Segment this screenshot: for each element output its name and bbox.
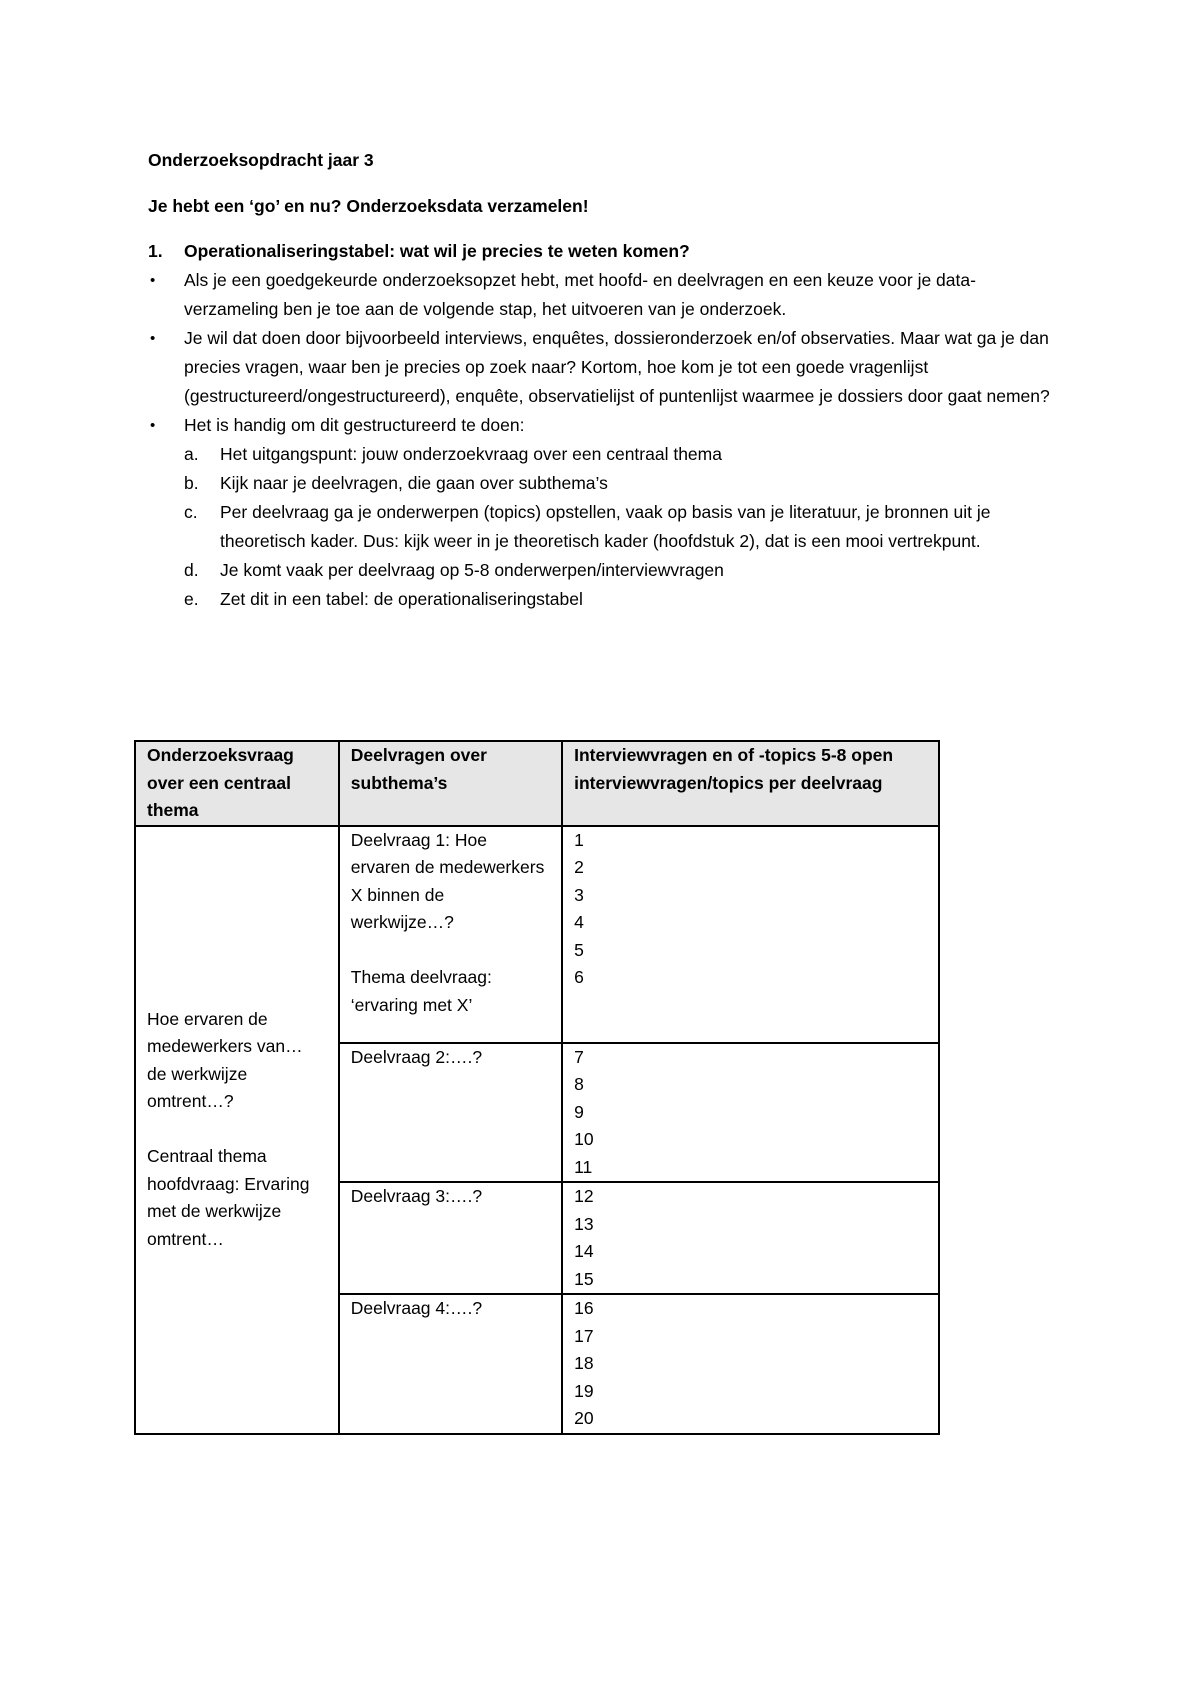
- step-item: [148, 585, 1058, 614]
- step-text: Per deelvraag ga je onderwerpen (topics) opstellen, vaak op basis van je literatuur, je bronnen uit je theoretisch kader. Dus: kijk weer in je theoretisch kader (hoofdstuk 2), dat is een mooi vertrekpunt.: [220, 502, 991, 551]
- step-marker: e.: [184, 589, 199, 609]
- table-header-row: [135, 741, 939, 826]
- section-content: [148, 237, 1058, 614]
- interview-number: 13: [574, 1213, 594, 1234]
- header-subquestions: Deelvragen over subthema’s: [339, 741, 562, 826]
- interview-numbers-cell: [562, 1294, 939, 1434]
- step-marker: d.: [184, 560, 199, 580]
- interview-numbers-cell: [562, 1182, 939, 1294]
- subquestion-text: Deelvraag 3:….?: [350, 1186, 483, 1206]
- step-marker: c.: [184, 502, 198, 522]
- header-interview-questions: Interviewvragen en of -topics 5-8 open interviewvragen/topics per deelvraag: [562, 741, 939, 826]
- step-text: Het uitgangspunt: jouw onderzoekvraag over een centraal thema: [220, 444, 722, 464]
- interview-number: 7: [574, 1046, 584, 1067]
- step-text: Je komt vaak per deelvraag op 5-8 onderwerpen/interviewvragen: [220, 560, 724, 580]
- interview-number: 19: [574, 1380, 594, 1401]
- interview-numbers-cell: [562, 826, 939, 1043]
- central-theme-text: Centraal thema hoofdvraag: Ervaring met de werkwijze omtrent…: [147, 1146, 310, 1249]
- step-item: [148, 498, 1058, 556]
- bullet-marker: •: [150, 330, 156, 347]
- bullet-marker: •: [150, 272, 156, 289]
- bullet-text: Je wil dat doen door bijvoorbeeld interviews, enquêtes, dossieronderzoek en/of observaties. Maar wat ga je dan precies vragen, waar ben je precies op zoek naar? Kortom, hoe kom je tot een goede vragenlijst (gestructureerd/ongestructureerd), enquête, observatielijst of puntenlijst waarmee je dossiers door gaat nemen?: [184, 328, 1050, 406]
- interview-number: 1: [574, 829, 584, 850]
- interview-number: 6: [574, 967, 584, 987]
- bullet-text: Als je een goedgekeurde onderzoeksopzet hebt, met hoofd- en deelvragen en een keuze voor je data-verzameling ben je toe aan de volgende stap, het uitvoeren van je onderzoek.: [184, 270, 976, 319]
- interview-number: 14: [574, 1241, 594, 1261]
- bullet-item: [148, 411, 1058, 440]
- header-main-question: Onderzoeksvraag over een centraal thema: [135, 741, 339, 826]
- interview-number: 12: [574, 1186, 594, 1206]
- step-marker: b.: [184, 473, 199, 493]
- subquestion-cell: [339, 1294, 562, 1434]
- section-heading: [148, 237, 1058, 266]
- bullet-item: [148, 324, 1058, 411]
- document-title: Onderzoeksopdracht jaar 3: [148, 150, 374, 170]
- interview-number: 10: [574, 1129, 594, 1149]
- step-item: [148, 556, 1058, 585]
- subquestion-theme: Thema deelvraag: ‘ervaring met X’: [350, 967, 492, 1015]
- interview-number: 20: [574, 1408, 594, 1428]
- subquestion-text: Deelvraag 4:….?: [350, 1298, 483, 1318]
- interview-number: 8: [574, 1074, 584, 1094]
- interview-number: 18: [574, 1353, 594, 1373]
- bullet-text: Het is handig om dit gestructureerd te doen:: [184, 415, 525, 435]
- step-item: [148, 469, 1058, 498]
- subquestion-text: Deelvraag 2:….?: [350, 1046, 483, 1067]
- section-number: 1.: [148, 241, 163, 261]
- bullet-marker: •: [150, 417, 156, 434]
- step-marker: a.: [184, 444, 199, 464]
- interview-number: 3: [574, 884, 584, 905]
- interview-number: 2: [574, 857, 584, 877]
- step-item: [148, 440, 1058, 469]
- subquestion-text: Deelvraag 1: Hoe ervaren de medewerkers X binnen de werkwijze…?: [350, 829, 545, 932]
- step-text: Zet dit in een tabel: de operationaliseringstabel: [220, 589, 583, 609]
- main-question-text: Hoe ervaren de medewerkers van… de werkwijze omtrent…?: [147, 1008, 303, 1112]
- interview-number: 9: [574, 1101, 584, 1122]
- step-text: Kijk naar je deelvragen, die gaan over subthema’s: [220, 473, 608, 493]
- interview-number: 4: [574, 912, 584, 932]
- interview-number: 5: [574, 939, 584, 960]
- interview-number: 16: [574, 1298, 594, 1318]
- interview-number: 15: [574, 1268, 594, 1289]
- subquestion-cell: [339, 1182, 562, 1294]
- interview-number: 11: [574, 1156, 593, 1177]
- interview-number: 17: [574, 1325, 594, 1346]
- bullet-item: [148, 266, 1058, 324]
- main-question-cell: [135, 826, 339, 1434]
- document-subtitle: Je hebt een ‘go’ en nu? Onderzoeksdata verzamelen!: [148, 196, 589, 216]
- subquestion-cell: [339, 826, 562, 1043]
- operationalization-table: [134, 740, 940, 1435]
- table-row: [135, 826, 939, 1043]
- interview-numbers-cell: [562, 1043, 939, 1183]
- section-heading-text: Operationaliseringstabel: wat wil je precies te weten komen?: [184, 241, 690, 261]
- subquestion-cell: [339, 1043, 562, 1183]
